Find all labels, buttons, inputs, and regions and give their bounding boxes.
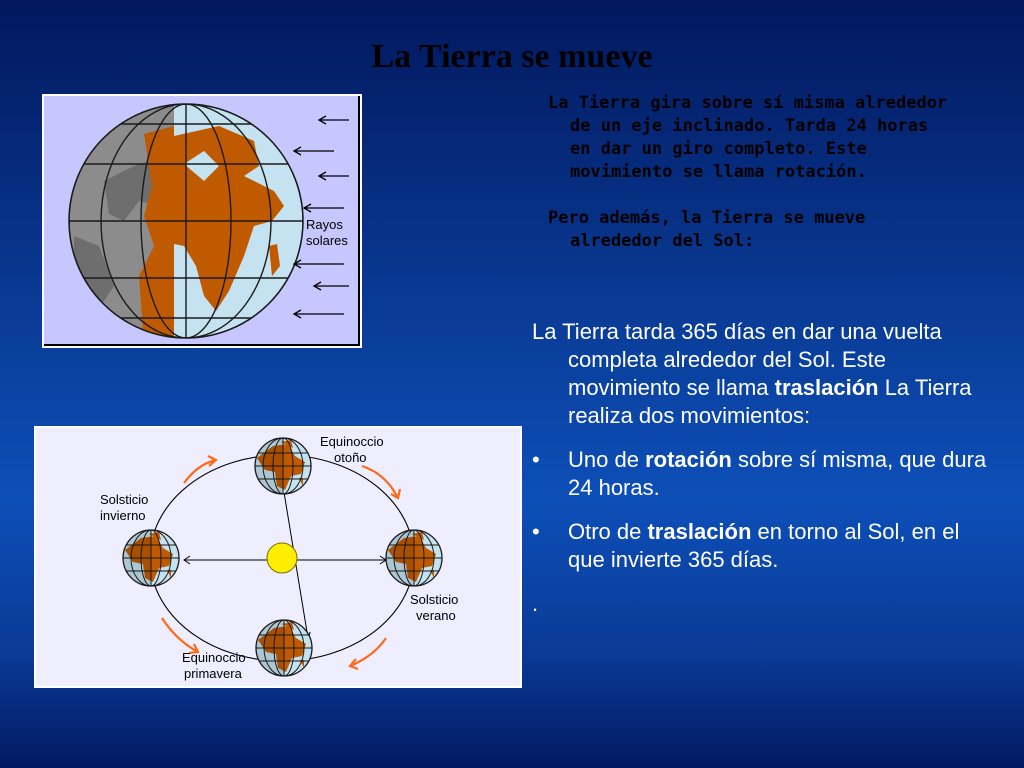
autumn-label-line2: otoño [334,450,367,465]
autumn-label-line1: Equinoccio [320,434,384,449]
earth-orbit-illustration [36,428,520,686]
earth-summer-solstice [386,530,442,586]
intro-paragraph-orbit: Pero además, la Tierra se mueve alrededor del Sol: [548,208,866,251]
winter-label-line2: invierno [100,508,146,523]
earth-autumn-equinox [255,438,311,494]
translation-term: traslación [647,519,752,544]
rays-label-line1: Rayos [306,217,343,232]
bullet-rotation [532,446,992,502]
bullet-rotation-text-end: sobre sí misma, que dura 24 horas. [568,447,987,500]
bullet-symbol: • [532,447,540,472]
rotation-term: rotación [645,447,732,472]
translation-text-end: La Tierra realiza dos movimientos: [568,375,972,428]
trailing-period: . [532,591,539,616]
spring-label-line1: Equinoccio [182,650,246,665]
earth-winter-solstice [123,530,179,586]
translation-text-start: La Tierra tarda 365 días en dar una vuelta completa alrededor del Sol. Este movimiento se llama [532,319,942,400]
earth-rotation-illustration [44,96,360,346]
intro-paragraph-rotation: La Tierra gira sobre sí misma alrededor de un eje inclinado. Tarda 24 horas en dar un giro completo. Este movimiento se llama rotación. [548,93,948,182]
earth-spring-equinox [256,620,312,676]
bullet-rotation-text-start: Uno de [568,447,646,472]
summer-label-line2: verano [416,608,456,623]
translation-paragraph [532,318,992,430]
earth-globe [64,96,314,346]
bullet-translation [532,518,992,574]
rays-label-line2: solares [306,233,348,248]
winter-label-line1: Solsticio [100,492,149,507]
intro-text [548,92,958,253]
earth-orbit-figure [34,426,522,688]
main-text [532,318,992,634]
sun [267,543,297,573]
bullet-translation-text-start: Otro de [568,519,648,544]
bullet-symbol: • [532,519,540,544]
slide-title: La Tierra se mueve [371,38,653,75]
summer-label-line1: Solsticio [410,592,459,607]
spring-label-line2: primavera [184,666,242,681]
translation-term: traslación [774,375,879,400]
bullet-translation-text-end: en torno al Sol, en el que invierte 365 días. [568,519,960,572]
earth-rotation-figure [42,94,362,348]
